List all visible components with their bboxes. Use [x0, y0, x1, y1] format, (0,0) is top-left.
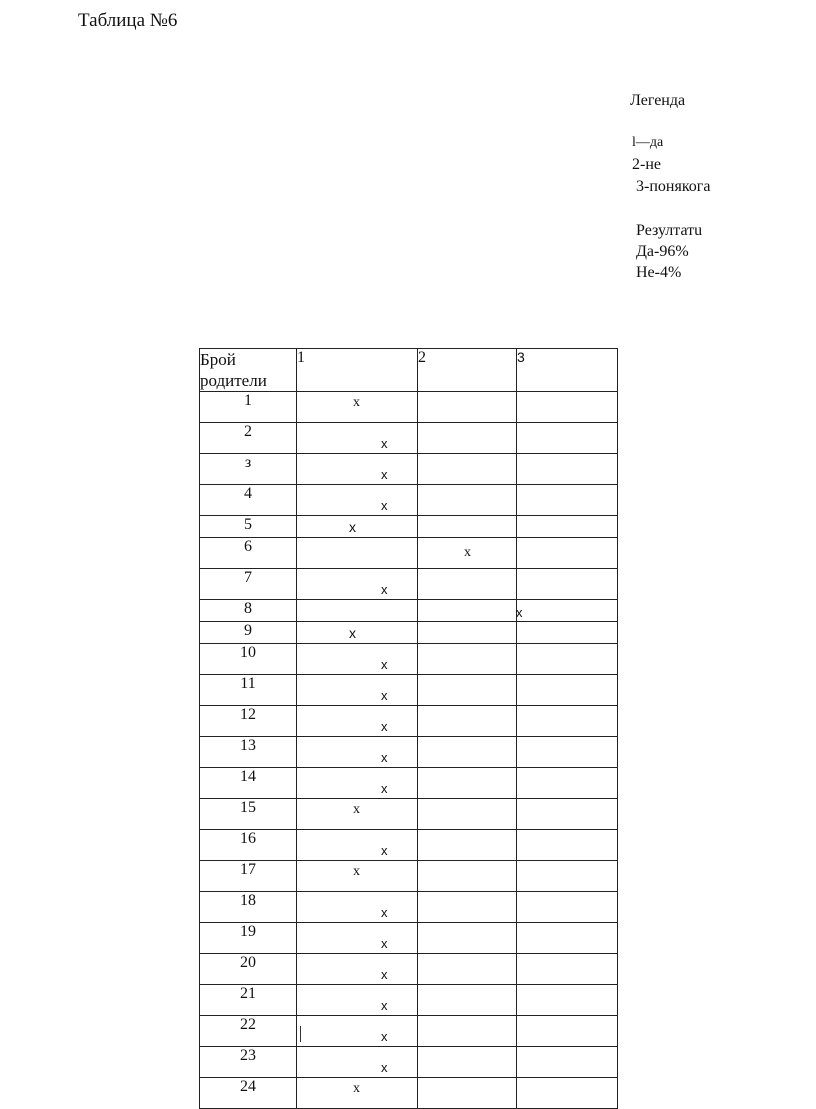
answer-cell-1 [297, 923, 418, 954]
row-number: 23 [200, 1047, 297, 1078]
table-row [200, 1016, 618, 1047]
answer-cell-3 [517, 706, 618, 737]
answer-cell-1 [297, 454, 418, 485]
row-number: 19 [200, 923, 297, 954]
legend-item-sometimes: 3-понякога [636, 178, 711, 195]
answer-cell-1 [297, 985, 418, 1016]
answer-cell-1 [297, 392, 418, 423]
answer-mark: x [349, 519, 356, 535]
header-answer-1: 1 [297, 349, 418, 392]
row-number: 17 [200, 861, 297, 892]
result-yes: Да-96% [636, 243, 689, 260]
answer-mark: x [353, 395, 360, 410]
answer-cell-1 [297, 706, 418, 737]
row-number: 10 [200, 644, 297, 675]
row-number: 9 [200, 622, 297, 644]
row-number: 7 [200, 569, 297, 600]
answer-cell-3 [517, 454, 618, 485]
row-number: 6 [200, 538, 297, 569]
row-number: 20 [200, 954, 297, 985]
answer-mark: x [381, 750, 388, 765]
answer-cell-2 [418, 454, 517, 485]
answer-cell-3 [517, 622, 618, 644]
row-number: 4 [200, 485, 297, 516]
row-number: 1 [200, 392, 297, 423]
answer-cell-2 [418, 985, 517, 1016]
legend-item-no: 2-не [632, 156, 661, 173]
answer-cell-1 [297, 675, 418, 706]
answer-mark: x [381, 688, 388, 703]
answer-mark: x [381, 1029, 388, 1044]
answer-cell-2 [418, 706, 517, 737]
answer-cell-1 [297, 1047, 418, 1078]
table-row [200, 768, 618, 799]
answer-mark: x [381, 582, 388, 597]
answer-cell-3 [517, 675, 618, 706]
table-header-row [200, 349, 618, 392]
row-number: 11 [200, 675, 297, 706]
document-title: Таблица №6 [78, 10, 178, 31]
answer-mark: x [353, 1081, 360, 1096]
table-row [200, 516, 618, 538]
row-number: з [200, 454, 297, 485]
table-row [200, 892, 618, 923]
table-row [200, 600, 618, 622]
answer-cell-3 [517, 861, 618, 892]
table-row [200, 675, 618, 706]
answer-mark: x [381, 905, 388, 920]
answer-cell-2 [418, 600, 517, 622]
table-row [200, 392, 618, 423]
row-number: 15 [200, 799, 297, 830]
row-number: 8 [200, 600, 297, 622]
answer-cell-2 [418, 861, 517, 892]
answer-cell-3 [517, 1078, 618, 1109]
answer-mark: x [516, 605, 523, 620]
answer-cell-3 [517, 892, 618, 923]
row-number: 5 [200, 516, 297, 538]
answer-cell-1 [297, 799, 418, 830]
header-parents-count: Брой родители [200, 349, 297, 392]
answer-mark: x [381, 436, 388, 451]
answer-cell-1 [297, 423, 418, 454]
answer-cell-1 [297, 516, 418, 538]
answer-cell-1 [297, 644, 418, 675]
answer-cell-3 [517, 516, 618, 538]
legend-title: Легенда [630, 92, 686, 109]
answer-cell-1 [297, 485, 418, 516]
answer-mark: x [353, 864, 360, 879]
answer-cell-3 [517, 1016, 618, 1047]
answer-cell-3 [517, 1047, 618, 1078]
answer-cell-1 [297, 569, 418, 600]
answer-cell-2 [418, 644, 517, 675]
answer-cell-2 [418, 799, 517, 830]
table-row [200, 985, 618, 1016]
answer-cell-2 [418, 1078, 517, 1109]
answer-cell-3 [517, 423, 618, 454]
row-number: 14 [200, 768, 297, 799]
answer-cell-2 [418, 892, 517, 923]
answer-mark: x [381, 843, 388, 858]
answer-cell-3 [517, 954, 618, 985]
answer-cell-2 [418, 675, 517, 706]
answer-mark: x [353, 802, 360, 817]
answer-cell-2 [418, 923, 517, 954]
answer-cell-1 [297, 861, 418, 892]
answer-mark: x [381, 1060, 388, 1075]
answer-mark: x [381, 498, 388, 513]
answer-cell-2 [418, 954, 517, 985]
survey-table [199, 348, 618, 1109]
answer-cell-2 [418, 768, 517, 799]
answer-cell-2 [418, 485, 517, 516]
answer-cell-2 [418, 569, 517, 600]
row-number: 12 [200, 706, 297, 737]
legend [620, 90, 710, 283]
table-row [200, 622, 618, 644]
answer-mark: x [349, 625, 356, 641]
row-number: 13 [200, 737, 297, 768]
answer-cell-2 [418, 622, 517, 644]
row-number: 21 [200, 985, 297, 1016]
answer-cell-1 [297, 600, 418, 622]
answer-cell-3 [517, 538, 618, 569]
table-row [200, 861, 618, 892]
table-row [200, 1078, 618, 1109]
table-row [200, 485, 618, 516]
answer-cell-2 [418, 1016, 517, 1047]
table-row [200, 954, 618, 985]
table-row [200, 538, 618, 569]
result-no: Не-4% [636, 264, 682, 281]
table-row [200, 923, 618, 954]
table-row [200, 644, 618, 675]
answer-cell-3 [517, 830, 618, 861]
answer-cell-3 [517, 392, 618, 423]
answer-cell-2 [418, 1047, 517, 1078]
answer-cell-1 [297, 768, 418, 799]
answer-cell-2 [418, 516, 517, 538]
answer-cell-2 [418, 423, 517, 454]
answer-mark: x [381, 781, 388, 796]
answer-cell-3 [517, 600, 618, 622]
row-number: 18 [200, 892, 297, 923]
table-row [200, 423, 618, 454]
answer-cell-1 [297, 538, 418, 569]
answer-mark: x [381, 967, 388, 982]
header-answer-3: 3 [517, 349, 618, 392]
answer-cell-2 [418, 392, 517, 423]
table-row [200, 1047, 618, 1078]
row-number: 16 [200, 830, 297, 861]
answer-cell-3 [517, 923, 618, 954]
answer-cell-1 [297, 892, 418, 923]
answer-cell-3 [517, 737, 618, 768]
answer-cell-2 [418, 830, 517, 861]
legend-item-yes: l—да [632, 135, 664, 150]
answer-cell-3 [517, 569, 618, 600]
table-row [200, 737, 618, 768]
stray-mark [300, 1026, 301, 1042]
answer-cell-1 [297, 737, 418, 768]
results-title: Резултатu [636, 222, 703, 239]
answer-mark: x [381, 936, 388, 951]
table-row [200, 830, 618, 861]
row-number: 22 [200, 1016, 297, 1047]
answer-cell-2 [418, 538, 517, 569]
header-answer-2: 2 [418, 349, 517, 392]
answer-mark: x [381, 657, 388, 672]
answer-cell-1 [297, 830, 418, 861]
answer-mark: x [381, 719, 388, 734]
answer-mark: x [381, 998, 388, 1013]
answer-cell-1 [297, 1078, 418, 1109]
row-number: 2 [200, 423, 297, 454]
answer-mark: x [464, 545, 471, 560]
table-row [200, 706, 618, 737]
answer-cell-3 [517, 985, 618, 1016]
answer-cell-3 [517, 644, 618, 675]
answer-cell-1 [297, 622, 418, 644]
answer-cell-3 [517, 799, 618, 830]
row-number: 24 [200, 1078, 297, 1109]
table-row [200, 569, 618, 600]
answer-cell-3 [517, 485, 618, 516]
table-row [200, 454, 618, 485]
table-row [200, 799, 618, 830]
answer-cell-2 [418, 737, 517, 768]
answer-mark: x [381, 467, 388, 482]
answer-cell-1 [297, 1016, 418, 1047]
answer-cell-1 [297, 954, 418, 985]
answer-cell-3 [517, 768, 618, 799]
